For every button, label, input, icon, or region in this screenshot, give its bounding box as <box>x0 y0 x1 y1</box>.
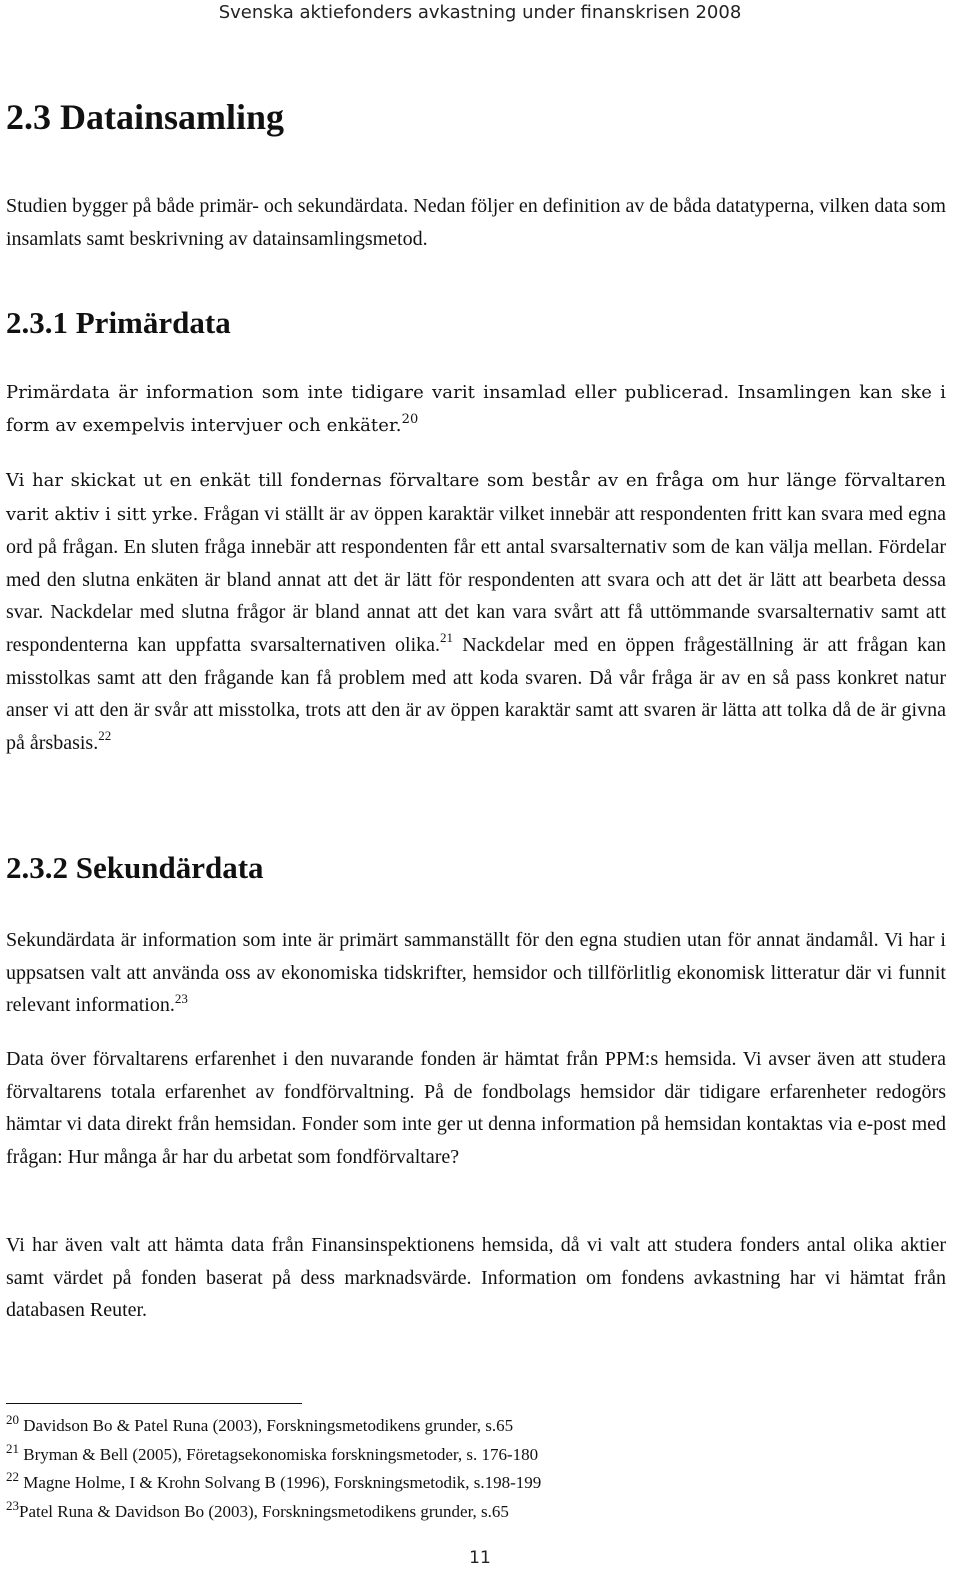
footnote-ref-22[interactable]: 22 <box>98 728 112 744</box>
footnote-text: Magne Holme, I & Krohn Solvang B (1996), Forskningsmetodik, s.198-199 <box>19 1473 542 1492</box>
sekundardata-paragraph-3: Vi har även valt att hämta data från Finansinspektionens hemsida, då vi valt att studera fonders antal olika aktier samt värdet på fonden baserat på dess marknadsvärde. Information om fondens avkastning har vi hämtat från databasen Reuter. <box>6 1234 946 1322</box>
primardata-p2-text-b: Frågan vi ställt är av öppen karaktär vilket innebär att respondenten fritt kan svara med egna ord på frågan. En sluten fråga innebär att respondenten får ett antal svarsalternativ som de kan välja mellan. Fördelar med den slutna enkäten är bland annat att det är lätt för respondenten att svara och att det är lätt att bearbeta dessa svar. Nackdelar med slutna frågor är bland annat att det kan vara svårt att få uttömmande svarsalternativ samt att respondenterna kan uppfatta svarsalternativen olika. <box>6 502 946 656</box>
footnote-number: 20 <box>6 1412 19 1427</box>
footnote-number: 23 <box>6 1497 19 1513</box>
footnotes <box>6 1412 946 1526</box>
sekundardata-heading: 2.3.2 Sekundärdata <box>6 850 264 885</box>
page-number: 11 <box>469 1548 491 1568</box>
footnote-item <box>6 1441 946 1470</box>
footnote-text: Bryman & Bell (2005), Företagsekonomiska forskningsmetoder, s. 176-180 <box>19 1444 539 1464</box>
footnote-item <box>6 1498 946 1527</box>
primardata-heading: 2.3.1 Primärdata <box>6 305 231 340</box>
sekundardata-paragraph-1 <box>6 924 946 1022</box>
primardata-paragraph-2 <box>6 464 946 759</box>
sekundardata-paragraph-2: Data över förvaltarens erfarenhet i den nuvarande fonden är hämtat från PPM:s hemsida. Vi avser även att studera förvaltarens totala erfarenhet av fondförvaltning. På de fondbolags hemsidor där tidigare erfarenheter redogörs hämtar vi data direkt från hemsidan. Fonder som inte ger ut denna information på hemsidan kontaktas via e-post med frågan: Hur många år har du arbetat som fondförvaltare? <box>6 1048 946 1168</box>
primardata-p2-text-a: Vi har skickat ut en enkät till fondernas förvaltare som består av en fråga om hur länge förvaltaren varit aktiv i sitt yrke. <box>6 470 946 525</box>
footnote-number: 21 <box>6 1440 19 1456</box>
primardata-paragraph-1 <box>6 377 946 442</box>
footnote-text: Patel Runa & Davidson Bo (2003), Forskningsmetodikens grunder, s.65 <box>19 1501 509 1521</box>
footnote-item <box>6 1469 946 1498</box>
running-header: Svenska aktiefonders avkastning under finanskrisen 2008 <box>218 2 742 23</box>
footnote-text: Davidson Bo & Patel Runa (2003), Forskningsmetodikens grunder, s.65 <box>19 1416 514 1435</box>
footnote-separator <box>6 1403 302 1404</box>
footnote-ref-23[interactable]: 23 <box>174 990 188 1006</box>
footnote-ref-21[interactable]: 21 <box>440 630 454 646</box>
footnote-number: 22 <box>6 1469 19 1484</box>
intro-paragraph: Studien bygger på både primär- och sekundärdata. Nedan följer en definition av de båda datatyperna, vilken data som insamlats samt beskrivning av datainsamlingsmetod. <box>6 195 946 250</box>
footnote-item <box>6 1412 946 1441</box>
sekundardata-p1-text: Sekundärdata är information som inte är primärt sammanställt för den egna studien utan för annat ändamål. Vi har i uppsatsen valt att använda oss av ekonomiska tidskrifter, hemsidor och tillförlitlig ekonomisk litteratur där vi funnit relevant information. <box>6 929 946 1017</box>
section-heading: 2.3 Datainsamling <box>6 97 285 137</box>
primardata-p2-text-c: Nackdelar med en öppen frågeställning är att frågan kan misstolkas samt att den frågande kan få problem med att koda svaren. Då vår fråga är av en så pass konkret natur anser vi att den är svår att misstolka, trots att den är av öppen karaktär samt att svaren är lätta att tolka då de är givna på årsbasis. <box>6 633 947 754</box>
footnote-ref-20[interactable]: 20 <box>401 411 419 427</box>
primardata-p1-text: Primärdata är information som inte tidigare varit insamlad eller publicerad. Insamlingen kan ske i form av exempelvis intervjuer och enkäter. <box>6 382 946 436</box>
